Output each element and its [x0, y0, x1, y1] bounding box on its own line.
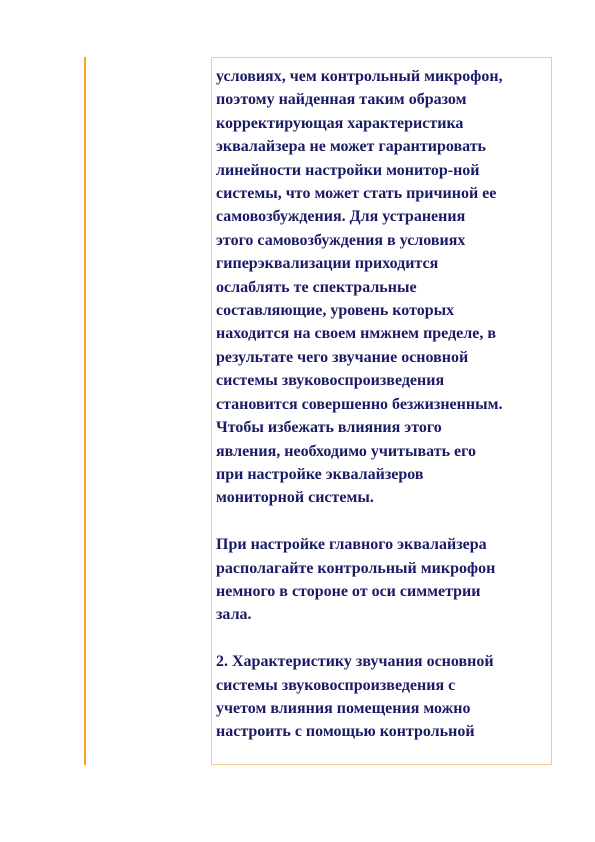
- margin-rule: [84, 57, 86, 765]
- text-frame: [211, 57, 552, 765]
- paragraph-microphone-placement: При настройке главного эквалайзера располагайте контрольный микрофон немного в стороне от оси симметрии зала.: [216, 536, 496, 624]
- paragraph-eq-monitor-system: условиях, чем контрольный микрофон, поэтому найденная таким образом корректирующая характеристика эквалайзера не может гарантировать линейности настройки монитор-ной системы, что может стать причиной ее самовозбуждения. Для устранения этого самовозбуждения в условиях гиперэквализации приходится ослаблять те спектральные составляющие, уровень которых находится на своем нмжнем пределе, в результате чего звучание основной системы звуковоспроизведения становится совершенно безжизненным. Чтобы избежать влияния этого явления, необходимо учитывать его при настройке эквалайзеров мониторной системы.: [216, 68, 503, 507]
- paragraph-item-2: 2. Характеристику звучания основной системы звуковоспроизведения с учетом влияния помещения можно настроить с помощью контрольной: [216, 653, 494, 741]
